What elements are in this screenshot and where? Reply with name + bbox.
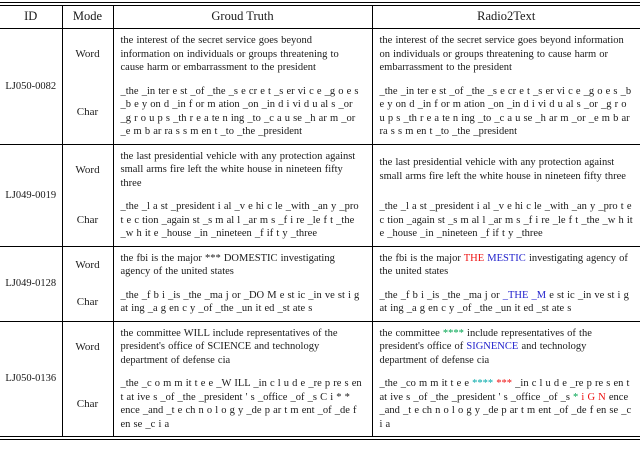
highlighted-text-segment: i G N	[578, 391, 606, 403]
cell-radio2text-word	[372, 144, 640, 195]
table-row-char	[0, 372, 640, 437]
cell-radio2text-char	[372, 284, 640, 322]
mode-label-word: Word	[62, 29, 113, 80]
text-segment: _in c l u d e _re p re s en t at ive s _of _the _president ' s _office _of _s	[379, 378, 630, 403]
cell-radio2text-char	[372, 80, 640, 145]
mode-label-char: Char	[62, 80, 113, 145]
table-body	[0, 29, 640, 437]
text-segment: _the _f b i _is _the _ma j or _DO M e st ic _in ve st i g at ing _a g en c y _of _the _un it ed _st ate s	[120, 289, 360, 314]
text-segment: _the _f b i _is _the _ma j or	[379, 289, 503, 301]
text-segment: _the _l a st _president i al _v e hi c le _with _an y _pro t e c tion _again st _s m al l _ar m s _f i re _le f t _the _w h it e _house _in _nineteen _f if t y _three	[379, 201, 633, 239]
mode-label-word: Word	[62, 144, 113, 195]
highlighted-text-segment: SIGNENCE	[466, 341, 519, 352]
cell-ground-truth-word	[113, 321, 372, 372]
text-segment: include representatives of the president's office of	[379, 327, 592, 352]
text-segment: the fbi is the major	[379, 252, 464, 264]
col-header-radio2text: Radio2Text	[372, 6, 640, 29]
table-header	[0, 6, 640, 29]
cell-radio2text-char	[372, 372, 640, 437]
cell-radio2text-word	[372, 29, 640, 80]
col-header-ground-truth: Groud Truth	[113, 6, 372, 29]
mode-label-char: Char	[62, 195, 113, 246]
text-segment: _the _in ter e st _of _the _s e cr e t _s er vi c e _g o e s _b e y on d _in f or m ation _on _in d i vi d u al s _or _g r o u p s _th r e a te n ing _to _c a u se _h ar m _or _e m b ar ra s s m en t _to _the _president	[120, 85, 359, 137]
text-segment: the committee	[379, 327, 443, 339]
table-row-word	[0, 246, 640, 284]
text-segment: and technology department of defense cia	[379, 341, 587, 366]
cell-radio2text-word	[372, 321, 640, 372]
cell-ground-truth-word	[113, 144, 372, 195]
col-header-id: ID	[0, 6, 62, 29]
highlighted-text-segment: THE	[463, 252, 485, 264]
cell-ground-truth-char	[113, 80, 372, 145]
table-row-word	[0, 321, 640, 372]
cell-ground-truth-word	[113, 246, 372, 284]
mode-label-char: Char	[62, 372, 113, 437]
text-segment: the last presidential vehicle with any protection against small arms fire left the white house in nineteen fifty three	[379, 157, 626, 182]
col-header-mode: Mode	[62, 6, 113, 29]
cell-ground-truth-char	[113, 195, 372, 246]
highlighted-text-segment: ****	[442, 327, 464, 339]
cell-sample-id: LJ049-0128	[0, 246, 62, 321]
text-segment: the interest of the secret service goes beyond information on individuals or groups threatening to cause harm or embarrassment to the president	[120, 35, 339, 73]
cell-radio2text-word	[372, 246, 640, 284]
table-row-char	[0, 284, 640, 322]
mode-label-word: Word	[62, 246, 113, 284]
text-segment: the last presidential vehicle with any protection against small arms fire left the white house in nineteen fifty three	[120, 150, 356, 189]
highlighted-text-segment: MESTIC	[487, 252, 526, 264]
text-segment: _the _in ter e st _of _the _s e cr e t _s er vi c e _g o e s _b e y on d _in f or m ation _on _in d i vi d u al s _or _g r o u p s _th r e a te n ing _to _c a u se _h ar m _or _e m b ar ra s s m en t _to _the _president	[379, 85, 632, 137]
text-segment: _the _co m m it t e e	[379, 378, 473, 389]
highlighted-text-segment: _THE _M	[502, 289, 547, 301]
header-row	[0, 6, 640, 29]
mode-label-word: Word	[62, 321, 113, 372]
cell-ground-truth-word	[113, 29, 372, 80]
cell-radio2text-char	[372, 195, 640, 246]
table-row-word	[0, 29, 640, 80]
cell-ground-truth-char	[113, 284, 372, 322]
table-row-char	[0, 80, 640, 145]
text-segment: the fbi is the major *** DOMESTIC investigating agency of the united states	[120, 252, 335, 277]
text-segment: the interest of the secret service goes beyond information on individuals or groups threatening to cause harm or embarrassment to the president	[379, 35, 624, 73]
text-segment: _the _c o m m it t e e _W ILL _in c l u d e _re p re s en t at ive s _of _the _president ' s _office _of _s C i * * ence _and _t e ch n o l o g y _de p ar t m ent _of _de f en se _c i a	[120, 378, 362, 430]
table-row-word	[0, 144, 640, 195]
mode-label-char: Char	[62, 284, 113, 322]
cell-sample-id: LJ050-0082	[0, 29, 62, 145]
table-outer-rules	[0, 2, 640, 440]
text-segment: e st ic _in ve st i g at ing _a g en c y _of _the _un it ed _st ate s	[379, 289, 629, 314]
cell-ground-truth-char	[113, 372, 372, 437]
highlighted-text-segment: ***	[496, 378, 513, 389]
results-table	[0, 5, 640, 437]
cell-sample-id: LJ050-0136	[0, 321, 62, 437]
text-segment: investigating agency of the united states	[379, 252, 628, 277]
table-row-char	[0, 195, 640, 246]
text-segment: _the _l a st _president i al _v e hi c le _with _an y _pro t e c tion _again st _s m al l _ar m s _f i re _le f t _the _w h it e _house _in _nineteen _f if t y _three	[120, 201, 359, 239]
text-segment: ence _and _t e ch n o l o g y _de p ar t m ent _of _de f en se _c i a	[379, 391, 632, 430]
highlighted-text-segment: *	[573, 391, 579, 403]
cell-sample-id: LJ049-0019	[0, 144, 62, 246]
text-segment: the committee WILL include representatives of the president's office of SCIENCE and technology department of defense cia	[120, 327, 338, 366]
highlighted-text-segment: ****	[472, 378, 494, 389]
